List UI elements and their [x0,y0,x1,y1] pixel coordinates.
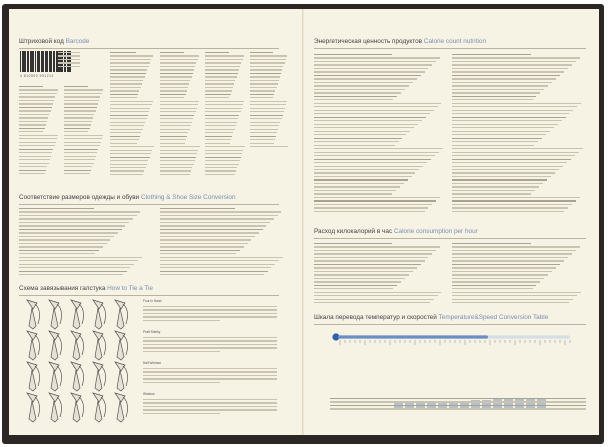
size-table-right [160,208,285,278]
thermometer-scale [332,332,582,357]
nutrition-section-title [314,38,486,45]
knot-name-4: Windsor [143,392,155,396]
temperature-section-title [314,314,548,321]
calories-title-ru: Расход килокалорий в час [314,228,393,235]
nutrition-table-left [314,54,444,214]
tie-rule [19,295,279,296]
nutrition-rule [314,48,586,49]
tie-diagrams [20,298,135,428]
temperature-rule [314,324,586,325]
sizes-rule [19,204,279,205]
barcode-rule [19,48,279,49]
speed-table [330,398,586,412]
calories-rule [314,238,586,239]
knot-name-2: Pratt Shelby [143,330,161,334]
knot-name-3: Half Windsor [143,361,162,365]
barcode-digits: 4 810900 991212 [20,74,54,78]
calories-table-right [452,243,584,306]
nutrition-table-right [452,54,584,214]
country-codes-col-4 [160,52,200,177]
country-codes-col-3 [110,52,154,177]
knot-description-3 [143,368,283,385]
knot-description-2 [143,337,283,354]
country-codes-col-5 [205,52,245,177]
nutrition-title-ru: Энергетическая ценность продуктов [314,38,423,45]
barcode-title-en: Barcode [65,38,90,45]
sizes-section-title [19,194,236,201]
tie-title-ru: Схема завязывания галстука [19,285,106,292]
barcode-section-title [19,38,89,45]
knot-description-4 [143,399,283,416]
barcode-legend [58,52,80,69]
temperature-title-en: Temperature&Speed Conversion Table [438,314,549,321]
country-codes-col-1 [19,86,59,177]
sizes-title-ru: Соответствие размеров одежды и обуви [19,194,140,201]
tie-title-en: How to Tie a Tie [107,285,153,292]
calories-section-title [314,228,478,235]
calories-title-en: Calorie consumption per hour [393,228,478,235]
calories-table-left [314,243,444,306]
tie-section-title [19,285,153,292]
barcode-title-ru: Штриховой код [19,38,64,45]
sizes-title-en: Clothing & Shoe Size Conversion [141,194,236,201]
temperature-title-ru: Шкала перевода температур и скоростей [314,314,437,321]
knot-name-1: Four in Hand [143,299,162,303]
country-codes-col-2 [64,86,104,177]
size-table-left [19,208,144,278]
country-codes-col-6 [250,52,288,150]
nutrition-title-en: Calorie count nutrition [423,38,487,45]
knot-description-1 [143,306,283,323]
